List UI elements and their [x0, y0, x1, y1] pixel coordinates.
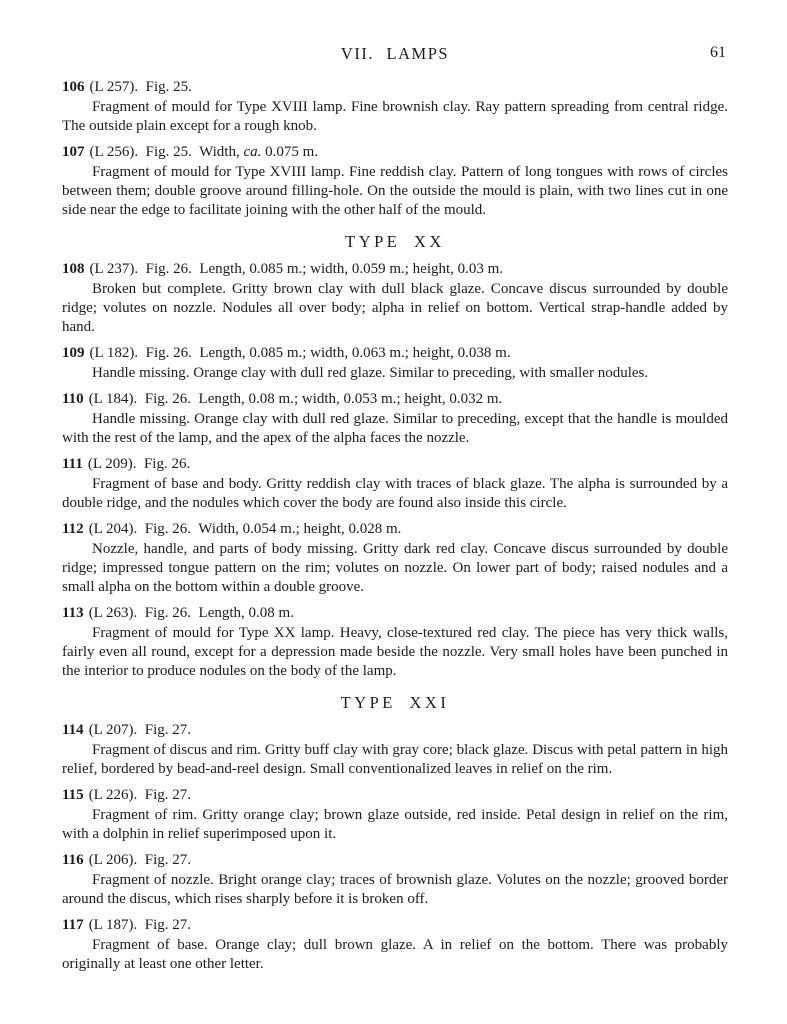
entry-heading [62, 344, 728, 363]
entry-meta: (L 257). Fig. 25. [89, 79, 192, 95]
entry-heading [62, 143, 728, 162]
catalog-entry [62, 260, 728, 337]
catalog-entry [62, 520, 728, 597]
page-number: 61 [710, 44, 726, 61]
entry-heading [62, 390, 728, 409]
entry-meta: (L 209). Fig. 26. [87, 456, 191, 472]
entry-description: Fragment of base. Orange clay; dull brown glaze. A in relief on the bottom. There was probably originally at least one other letter. [62, 937, 728, 972]
entry-number: 110 [62, 391, 84, 407]
entry-heading [62, 786, 728, 805]
entry-number: 113 [62, 605, 84, 621]
entry-number: 114 [62, 722, 84, 738]
entry-description: Fragment of nozzle. Bright orange clay; traces of brownish glaze. Volutes on the nozzle; grooved border around the discus, which rises sharply before it is broken off. [62, 872, 728, 907]
catalog-entry [62, 916, 728, 974]
section-intro [62, 78, 728, 220]
entry-meta: (L 256). Fig. 25. Width, ca. 0.075 m. [89, 144, 319, 160]
entry-number: 112 [62, 521, 84, 537]
catalog-entry [62, 390, 728, 448]
entry-heading [62, 851, 728, 870]
entry-heading [62, 721, 728, 740]
section-type-xxi [62, 692, 728, 974]
catalog-entry [62, 344, 728, 383]
catalog-entry [62, 143, 728, 220]
entry-heading [62, 78, 728, 97]
entry-description: Fragment of base and body. Gritty reddish clay with traces of black glaze. The alpha is surrounded by a double ridge, and the nodules which cover the body are found also inside this circle. [62, 476, 728, 511]
entry-meta: (L 206). Fig. 27. [88, 852, 192, 868]
page-content [62, 44, 728, 974]
catalog-entry [62, 786, 728, 844]
entry-description: Fragment of mould for Type XVIII lamp. Fine reddish clay. Pattern of long tongues with rows of circles between them; double groove around filling-hole. On the outside the mould is plain, with two lines cut in one side near the edge to facilitate joining with the other half of the mould. [62, 164, 728, 218]
page-title: VII. LAMPS [340, 44, 450, 63]
entry-number: 117 [62, 917, 84, 933]
entry-number: 116 [62, 852, 84, 868]
entry-meta: (L 182). Fig. 26. Length, 0.085 m.; width, 0.063 m.; height, 0.038 m. [89, 345, 511, 361]
entry-heading [62, 520, 728, 539]
entry-description: Handle missing. Orange clay with dull red glaze. Similar to preceding, except that the handle is moulded with the rest of the lamp, and the apex of the alpha faces the nozzle. [62, 411, 728, 446]
entry-heading [62, 916, 728, 935]
catalog-entry [62, 455, 728, 513]
entry-meta: (L 226). Fig. 27. [88, 787, 192, 803]
entry-meta: (L 184). Fig. 26. Length, 0.08 m.; width, 0.053 m.; height, 0.032 m. [88, 391, 503, 407]
entry-description: Fragment of mould for Type XX lamp. Heavy, close-textured red clay. The piece has very thick walls, fairly even all round, except for a depression made beside the nozzle. Very small holes have been punched in the interior to produce nodules on the body of the lamp. [62, 625, 728, 679]
entry-number: 109 [62, 345, 85, 361]
entry-description: Handle missing. Orange clay with dull red glaze. Similar to preceding, with smaller nodules. [92, 365, 649, 381]
section-heading: TYPE XXI [340, 693, 450, 712]
entry-meta: (L 263). Fig. 26. Length, 0.08 m. [88, 605, 294, 621]
entry-heading [62, 604, 728, 623]
catalog-entry [62, 78, 728, 136]
entry-number: 106 [62, 79, 85, 95]
entry-meta: (L 187). Fig. 27. [88, 917, 192, 933]
catalog-entry [62, 851, 728, 909]
entry-description: Nozzle, handle, and parts of body missing. Gritty dark red clay. Concave discus surrounded by double ridge; impressed tongue pattern on the rim; volutes on nozzle. On lower part of body; raised nodules and a small alpha on the bottom within a double groove. [62, 541, 728, 595]
entry-description: Broken but complete. Gritty brown clay with dull black glaze. Concave discus surrounded by double ridge; volutes on nozzle. Nodules all over body; alpha in relief on bottom. Vertical strap-handle added by hand. [62, 281, 728, 335]
entry-meta: (L 237). Fig. 26. Length, 0.085 m.; width, 0.059 m.; height, 0.03 m. [89, 261, 504, 277]
entry-number: 115 [62, 787, 84, 803]
entry-heading [62, 455, 728, 474]
entry-heading [62, 260, 728, 279]
section-type-xx [62, 231, 728, 681]
entry-number: 107 [62, 144, 85, 160]
entry-number: 108 [62, 261, 85, 277]
entry-description: Fragment of mould for Type XVIII lamp. Fine brownish clay. Ray pattern spreading from central ridge. The outside plain except for a rough knob. [62, 99, 728, 134]
entry-number: 111 [62, 456, 83, 472]
section-heading: TYPE XX [345, 232, 445, 251]
entry-description: Fragment of discus and rim. Gritty buff clay with gray core; black glaze. Discus with petal pattern in high relief, bordered by bead-and-reel design. Small conventionalized leaves in relief on the rim. [62, 742, 728, 777]
entry-meta: (L 207). Fig. 27. [88, 722, 192, 738]
entry-meta: (L 204). Fig. 26. Width, 0.054 m.; height, 0.028 m. [88, 521, 402, 537]
page-header [62, 44, 728, 68]
entry-description: Fragment of rim. Gritty orange clay; brown glaze outside, red inside. Petal design in relief on the rim, with a dolphin in relief superimposed upon it. [62, 807, 728, 842]
catalog-entry [62, 604, 728, 681]
catalog-entry [62, 721, 728, 779]
